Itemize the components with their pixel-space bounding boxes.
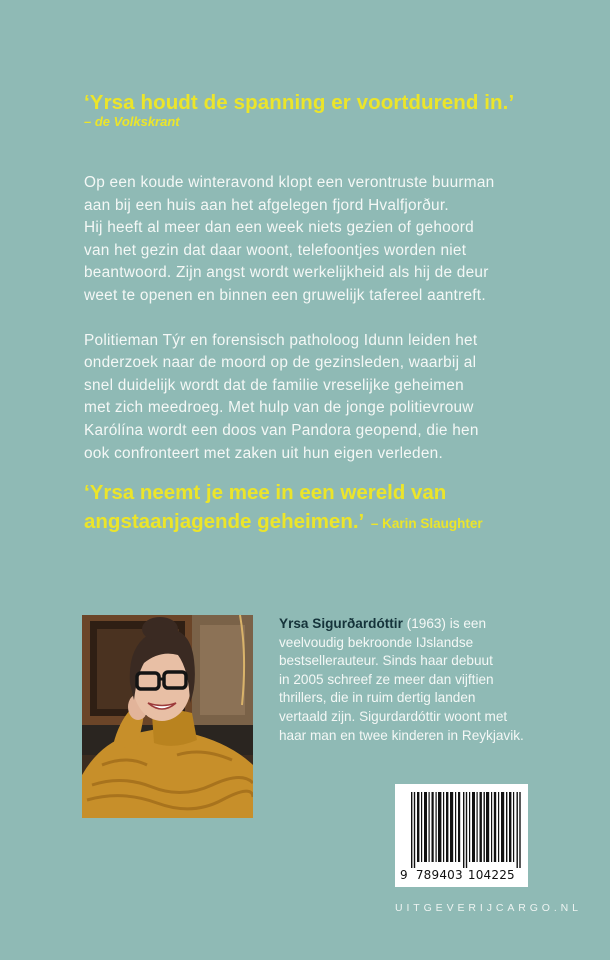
top-review-quote xyxy=(84,92,534,129)
blurb-line: aan bij een huis aan het afgelegen fjord Hvalfjorður. xyxy=(84,196,449,214)
bio-line: vertaald zijn. Sigurdardóttir woont met xyxy=(279,708,508,724)
blurb-line: met zich meedroeg. Met hulp van de jonge politievrouw xyxy=(84,399,474,417)
bio-line: in 2005 schreef ze meer dan vijftien xyxy=(279,671,494,687)
bio-line: thrillers, die in ruim dertig landen xyxy=(279,690,476,706)
bio-line: haar man en twee kinderen in Reykjavik. xyxy=(279,727,524,743)
blurb-line: Op een koude winteravond klopt een verontruste buurman xyxy=(84,174,495,191)
bottom-review-quote xyxy=(84,478,544,538)
blurb-line: Hij heeft al meer dan een week niets gezien of gehoord xyxy=(84,219,474,237)
publisher-website: UITGEVERIJCARGO.NL xyxy=(395,902,582,914)
bio-line-1-rest: (1963) is een xyxy=(402,616,487,631)
blurb-line: onderzoek naar de moord op de gezinsleden, waarbij al xyxy=(84,354,477,372)
isbn-barcode xyxy=(395,784,528,887)
bio-line: veelvoudig bekroonde IJslandse xyxy=(279,634,474,650)
bottom-quote-line-1: ‘Yrsa neemt je mee in een wereld van xyxy=(84,481,447,504)
isbn-number xyxy=(400,868,525,882)
blurb-paragraph-1 xyxy=(84,172,534,308)
author-photo xyxy=(82,615,253,818)
blurb-paragraph-2 xyxy=(84,330,534,466)
blurb-line: beantwoord. Zijn angst wordt werkelijkheid als hij de deur xyxy=(84,264,489,282)
author-portrait-illustration xyxy=(82,615,253,818)
bottom-quote-text: angstaanjagende geheimen.’ xyxy=(84,510,364,533)
blurb-line: Karólína wordt een doos van Pandora geopend, die hen xyxy=(84,421,479,439)
bio-line-1 xyxy=(279,615,549,634)
blurb-line: weet te openen en binnen een gruwelijk tafereel aantreft. xyxy=(84,286,486,304)
author-bio xyxy=(279,615,549,745)
isbn-group-2: 104225 xyxy=(467,868,515,882)
barcode-bars-icon xyxy=(411,792,521,868)
book-blurb xyxy=(84,172,534,465)
blurb-line: snel duidelijk wordt dat de familie vreselijke geheimen xyxy=(84,376,464,394)
isbn-prefix-digit: 9 xyxy=(400,868,408,882)
bottom-quote-line-2 xyxy=(84,507,544,538)
top-quote-text: ‘Yrsa houdt de spanning er voortdurend in.’ xyxy=(84,91,515,114)
bottom-quote-source: – Karin Slaughter xyxy=(370,516,483,531)
author-name: Yrsa Sigurðardóttir xyxy=(279,616,403,631)
blurb-line: van het gezin dat daar woont, telefoontjes worden niet xyxy=(84,241,467,259)
bio-line: bestsellerauteur. Sinds haar debuut xyxy=(279,653,493,669)
isbn-group-1: 789403 xyxy=(415,868,463,882)
blurb-line: ook confronteert met zaken uit hun eigen verleden. xyxy=(84,444,444,462)
top-quote-source: – de Volkskrant xyxy=(84,114,180,129)
blurb-line: Politieman Týr en forensisch patholoog Idunn leiden het xyxy=(84,331,478,349)
